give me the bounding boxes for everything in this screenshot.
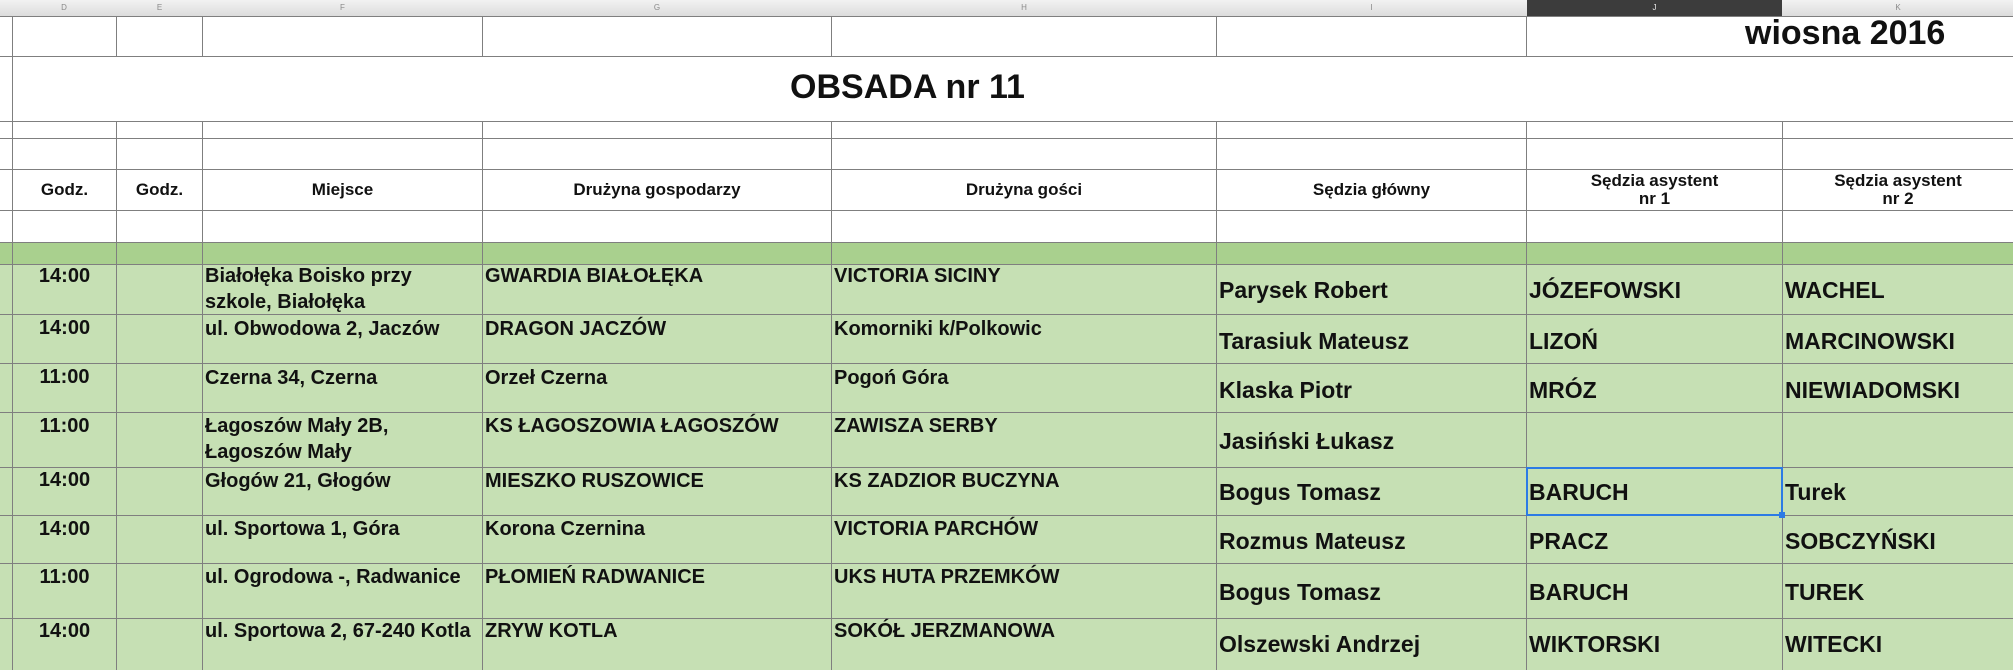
fill-handle[interactable] [1779, 512, 1785, 518]
cell-away-team[interactable]: UKS HUTA PRZEMKÓW [834, 566, 1060, 588]
cell-home-team[interactable]: MIESZKO RUSZOWICE [485, 470, 704, 492]
cell-place[interactable]: ul. Ogrodowa -, Radwanice [205, 566, 461, 588]
cell-referee[interactable]: Bogus Tomasz [1219, 579, 1381, 605]
cell-away-team[interactable]: VICTORIA PARCHÓW [834, 518, 1039, 540]
active-cell-selection[interactable] [1526, 467, 1783, 516]
cell-place[interactable]: ul. Sportowa 1, Góra [205, 518, 400, 540]
cell-place[interactable]: ul. Obwodowa 2, Jaczów [205, 318, 440, 340]
column-header-bar[interactable] [0, 0, 2013, 17]
grid-line [202, 16, 203, 56]
grid-line [0, 121, 2013, 122]
cell-place[interactable]: ul. Sportowa 2, 67-240 Kotla [205, 620, 471, 642]
cell-assistant-1[interactable]: BARUCH [1529, 579, 1629, 605]
grid-line [831, 16, 832, 56]
cell-home-team[interactable]: PŁOMIEŃ RADWANICE [485, 566, 705, 588]
grid-line [0, 138, 2013, 139]
cell-away-team[interactable]: Komorniki k/Polkowic [834, 318, 1042, 340]
grid-line [0, 210, 2013, 211]
page-title: OBSADA nr 11 [790, 68, 1025, 106]
grid-line [0, 242, 2013, 243]
grid-line [1526, 16, 1527, 56]
cell-assistant-2[interactable]: WITECKI [1785, 631, 1883, 657]
cell-place[interactable]: Głogów 21, Głogów [205, 470, 391, 492]
cell-assistant-1[interactable]: MRÓZ [1529, 377, 1597, 403]
grid-line [0, 16, 2013, 17]
cell-home-team[interactable]: ZRYW KOTLA [485, 620, 618, 642]
cell-home-team[interactable]: KS ŁAGOSZOWIA ŁAGOSZÓW [485, 415, 779, 437]
header-time-1[interactable]: Godz. [40, 180, 89, 199]
cell-away-team[interactable]: KS ZADZIOR BUCZYNA [834, 470, 1060, 492]
cell-assistant-2[interactable]: MARCINOWSKI [1785, 328, 1955, 354]
cell-referee[interactable]: Bogus Tomasz [1219, 479, 1381, 505]
grid-line [116, 16, 117, 56]
cell-time[interactable]: 14:00 [38, 317, 91, 339]
cell-home-team[interactable]: DRAGON JACZÓW [485, 318, 667, 340]
column-f-header[interactable]: F [340, 3, 345, 12]
column-g-header[interactable]: G [653, 3, 661, 12]
column-h-header[interactable]: H [1021, 3, 1027, 12]
column-j-header[interactable]: J [1527, 0, 1782, 16]
grid-line [0, 56, 2013, 57]
cell-assistant-1[interactable]: LIZOŃ [1529, 328, 1598, 354]
cell-away-team[interactable]: VICTORIA SICINY [834, 265, 1001, 287]
green-separator-band [0, 242, 2013, 264]
cell-assistant-2[interactable]: NIEWIADOMSKI [1785, 377, 1961, 403]
header-away-team[interactable]: Drużyna gości [965, 180, 1083, 199]
cell-time[interactable]: 14:00 [38, 620, 91, 642]
cell-assistant-2[interactable]: WACHEL [1785, 277, 1885, 303]
cell-home-team[interactable]: GWARDIA BIAŁOŁĘKA [485, 265, 704, 287]
header-assistant-1-line1: Sędzia asystent [1590, 171, 1719, 190]
season-label: wiosna 2016 [1745, 14, 1946, 52]
header-assistant-1[interactable] [1527, 170, 1782, 210]
cell-place[interactable]: Łagoszów Mały 2B, Łagoszów Mały [205, 415, 389, 463]
cell-time[interactable]: 11:00 [39, 366, 90, 388]
cell-referee[interactable]: Klaska Piotr [1219, 377, 1352, 403]
header-assistant-2[interactable] [1783, 170, 2013, 210]
cell-assistant-1[interactable]: PRACZ [1529, 528, 1609, 554]
header-referee[interactable]: Sędzia główny [1312, 180, 1431, 199]
column-i-header[interactable]: I [1370, 3, 1373, 12]
cell-place[interactable]: Białołęka Boisko przy szkole, Białołęka [205, 265, 412, 313]
cell-referee[interactable]: Jasiński Łukasz [1219, 428, 1395, 454]
column-k-header[interactable]: K [1895, 3, 1901, 12]
column-d-header[interactable]: D [61, 3, 67, 12]
cell-time[interactable]: 14:00 [38, 469, 91, 491]
header-assistant-1-line2: nr 1 [1638, 189, 1671, 208]
cell-assistant-1[interactable]: JÓZEFOWSKI [1529, 277, 1682, 303]
cell-assistant-2[interactable]: TUREK [1785, 579, 1865, 605]
cell-time[interactable]: 14:00 [38, 265, 91, 287]
cell-away-team[interactable]: Pogoń Góra [834, 367, 949, 389]
cell-place[interactable]: Czerna 34, Czerna [205, 367, 378, 389]
grid-line [482, 16, 483, 56]
cell-away-team[interactable]: ZAWISZA SERBY [834, 415, 998, 437]
cell-time[interactable]: 11:00 [39, 566, 90, 588]
grid-line [1216, 16, 1217, 56]
cell-away-team[interactable]: SOKÓŁ JERZMANOWA [834, 620, 1056, 642]
cell-home-team[interactable]: Korona Czernina [485, 518, 646, 540]
cell-referee[interactable]: Tarasiuk Mateusz [1219, 328, 1410, 354]
header-place[interactable]: Miejsce [311, 180, 374, 199]
cell-time[interactable]: 11:00 [39, 415, 90, 437]
cell-assistant-2[interactable]: SOBCZYŃSKI [1785, 528, 1936, 554]
header-time-2[interactable]: Godz. [135, 180, 184, 199]
header-assistant-2-line2: nr 2 [1882, 189, 1914, 208]
cell-home-team[interactable]: Orzeł Czerna [485, 367, 608, 389]
cell-referee[interactable]: Rozmus Mateusz [1219, 528, 1406, 554]
cell-assistant-1[interactable]: WIKTORSKI [1529, 631, 1661, 657]
cell-time[interactable]: 14:00 [38, 518, 91, 540]
cell-assistant-2[interactable]: Turek [1785, 479, 1846, 505]
column-e-header[interactable]: E [156, 3, 163, 12]
cell-referee[interactable]: Parysek Robert [1219, 277, 1388, 303]
cell-assistant-1[interactable]: BARUCH [1529, 479, 1629, 505]
cell-referee[interactable]: Olszewski Andrzej [1219, 631, 1421, 657]
grid-line [0, 363, 2013, 364]
header-home-team[interactable]: Drużyna gospodarzy [573, 180, 741, 199]
header-assistant-2-line1: Sędzia asystent [1834, 171, 1962, 190]
